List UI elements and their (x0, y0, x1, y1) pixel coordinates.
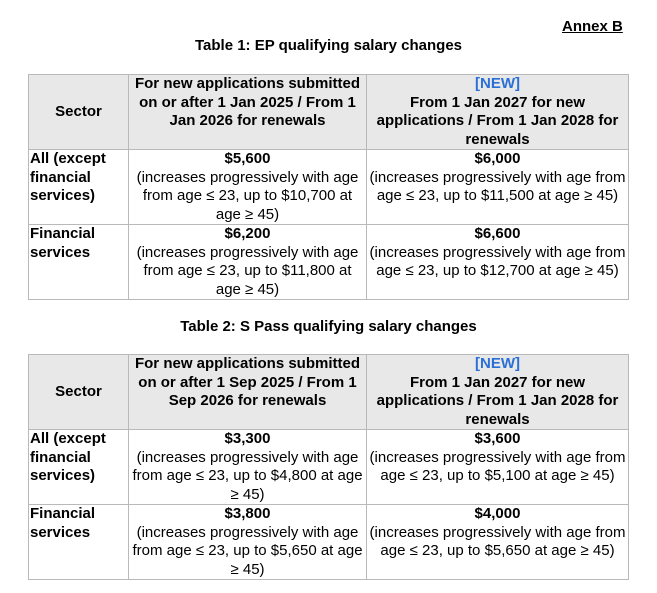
current-salary-cell (129, 505, 367, 580)
table-2-caption: Table 2: S Pass qualifying salary changes (180, 318, 477, 335)
salary-note: (increases progressively with age from age ≤ 23, up to $11,800 at age ≥ 45) (136, 243, 359, 298)
salary-amount: $3,600 (474, 430, 521, 447)
table-header-row (29, 355, 629, 430)
salary-amount: $3,800 (224, 505, 271, 522)
salary-note: (increases progressively with age from age ≤ 23, up to $4,800 at age ≥ 45) (132, 448, 363, 503)
sector-cell: Financial services (29, 505, 129, 580)
new-salary-cell (367, 505, 629, 580)
salary-note: (increases progressively with age from age ≤ 23, up to $5,100 at age ≥ 45) (369, 448, 626, 484)
new-salary-cell (367, 225, 629, 300)
salary-note: (increases progressively with age from age ≤ 23, up to $11,500 at age ≥ 45) (369, 168, 626, 204)
current-salary-cell (129, 225, 367, 300)
table-row (29, 430, 629, 505)
current-salary-cell (129, 150, 367, 225)
salary-note: (increases progressively with age from age ≤ 23, up to $12,700 at age ≥ 45) (369, 243, 626, 279)
annex-label: Annex B (562, 18, 623, 35)
table-row (29, 505, 629, 580)
salary-note: (increases progressively with age from age ≤ 23, up to $5,650 at age ≥ 45) (132, 523, 363, 578)
new-tag: [NEW] (475, 355, 520, 372)
ep-salary-table (28, 74, 629, 300)
salary-note: (increases progressively with age from age ≤ 23, up to $10,700 at age ≥ 45) (136, 168, 359, 223)
salary-amount: $5,600 (224, 150, 271, 167)
table-row (29, 225, 629, 300)
new-rules-column-header (367, 355, 629, 430)
current-rules-column-header: For new applications submitted on or after 1 Jan 2025 / From 1 Jan 2026 for renewals (129, 75, 367, 150)
spass-salary-table (28, 354, 629, 580)
table-row (29, 150, 629, 225)
new-tag: [NEW] (475, 75, 520, 92)
new-salary-cell (367, 150, 629, 225)
sector-cell: All (except financial services) (29, 150, 129, 225)
table-header-row (29, 75, 629, 150)
salary-amount: $3,300 (224, 430, 271, 447)
sector-cell: Financial services (29, 225, 129, 300)
sector-column-header: Sector (29, 75, 129, 150)
table-1-caption: Table 1: EP qualifying salary changes (194, 37, 463, 54)
salary-amount: $6,200 (224, 225, 271, 242)
current-rules-column-header: For new applications submitted on or after 1 Sep 2025 / From 1 Sep 2026 for renewals (129, 355, 367, 430)
salary-note: (increases progressively with age from age ≤ 23, up to $5,650 at age ≥ 45) (369, 523, 626, 559)
salary-amount: $6,000 (474, 150, 521, 167)
new-rules-column-header (367, 75, 629, 150)
salary-amount: $6,600 (474, 225, 521, 242)
current-salary-cell (129, 430, 367, 505)
sector-cell: All (except financial services) (29, 430, 129, 505)
new-rules-header-text: From 1 Jan 2027 for new applications / From 1 Jan 2028 for renewals (376, 93, 619, 148)
salary-amount: $4,000 (474, 505, 521, 522)
new-salary-cell (367, 430, 629, 505)
sector-column-header: Sector (29, 355, 129, 430)
new-rules-header-text: From 1 Jan 2027 for new applications / From 1 Jan 2028 for renewals (376, 373, 619, 428)
